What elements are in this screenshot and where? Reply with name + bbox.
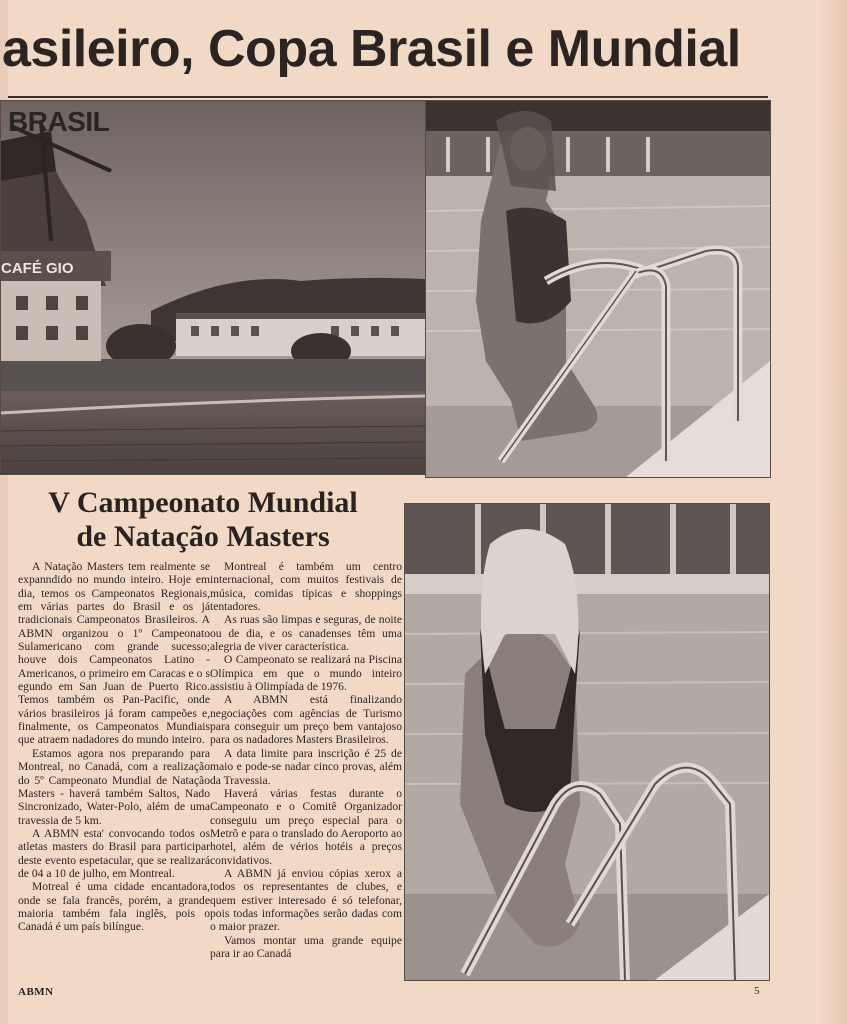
article-title <box>18 486 388 554</box>
article-column-right <box>210 560 402 960</box>
page-number: 5 <box>754 985 760 997</box>
paragraph: A data limite para inscrição é 25 de maio e pode-se nadar cinco provas, além da Travessia. <box>210 746 402 787</box>
article-title-line2: de Natação Masters <box>76 520 330 553</box>
paragraph: Motreal é uma cidade encantadora, onde se fala francês, porém, a grande maioria também fala inglês, pois o Canadá é um país bilíngue. <box>18 880 210 934</box>
windmill-photo <box>0 100 427 475</box>
section-label: BRASIL <box>8 106 110 137</box>
windmill-sign: CAFÉ GIO <box>1 260 74 277</box>
paragraph: A ABMN já enviou cópias xerox a todos os representantes de clubes, e quem estiver interesado é só telefonar, pois todas informações serão dadas com o maior prazer. <box>210 866 402 934</box>
footer-publisher: ABMN <box>18 986 54 998</box>
paragraph: A Natação Masters tem realmente se expanndido no mundo inteiro. Hoje em dia, temos os Campeonatos Regionais, em várias partes do Brasil e os já tradicionais Campeonatos Brasileiros. A ABMN organizou o 1º Campeonato Sulamericano com grande sucesso; houve dois Campeonatos Latino - Americanos, o primeiro em Caracas e o s egundo em San Juan de Puerto Rico. Temos também os Pan-Pacific, onde vários brasileiros já foram campeões e, finalmente, os Campeonatos Mundiais que atraem nadadores do mundo inteiro. <box>18 560 210 747</box>
paragraph: Vamos montar uma grande equipe para ir ao Canadá <box>210 933 402 960</box>
paragraph: Haverá várias festas durante o Campeonato e o Comitê Organizador conseguiu um preço especial para o Metrô e para o translado do Aeroporto ao hotel, além de vérios hotéis a preços convidativos. <box>210 786 402 867</box>
page-edge-right <box>817 0 847 1024</box>
paragraph: Montreal é também um centro internacional, com muitos festivais de música, comidas típicas e shoppings tentadores. <box>210 560 402 614</box>
article-column-left <box>18 560 210 934</box>
paragraph: O Campeonato se realizará na Piscina Olímpica em que o mundo inteiro assistiu à Olimpíada de 1976. <box>210 653 402 694</box>
paragraph: A ABMN esta' convocando todos os atletas masters do Brasil para participar deste evento espetacular, que se realizará de 04 a 10 de julho, em Montreal. <box>18 826 210 880</box>
swimmer-pool-photo-top <box>425 100 771 478</box>
paragraph: Estamos agora nos preparando para Montreal, no Canadá, com a realização do 5º Campeonato Mundial de Natação Masters - haverá também Saltos, Nado Sincronizado, Water-Polo, além de uma travessia de 5 km. <box>18 746 210 827</box>
article-title-line1: V Campeonato Mundial <box>48 486 358 519</box>
headline-rule <box>8 96 768 98</box>
headline: asileiro, Copa Brasil e Mundial <box>2 20 741 78</box>
swimmer-pool-photo-bottom <box>404 503 770 981</box>
paragraph: A ABMN está finalizando negociações com agências de Turismo para conseguir um preço bem vantajoso para os nadadores Masters Brasileiros. <box>210 693 402 747</box>
paragraph: As ruas são limpas e seguras, de noite ou de dia, e os canadenses têm uma alegria de viver característica. <box>210 613 402 654</box>
